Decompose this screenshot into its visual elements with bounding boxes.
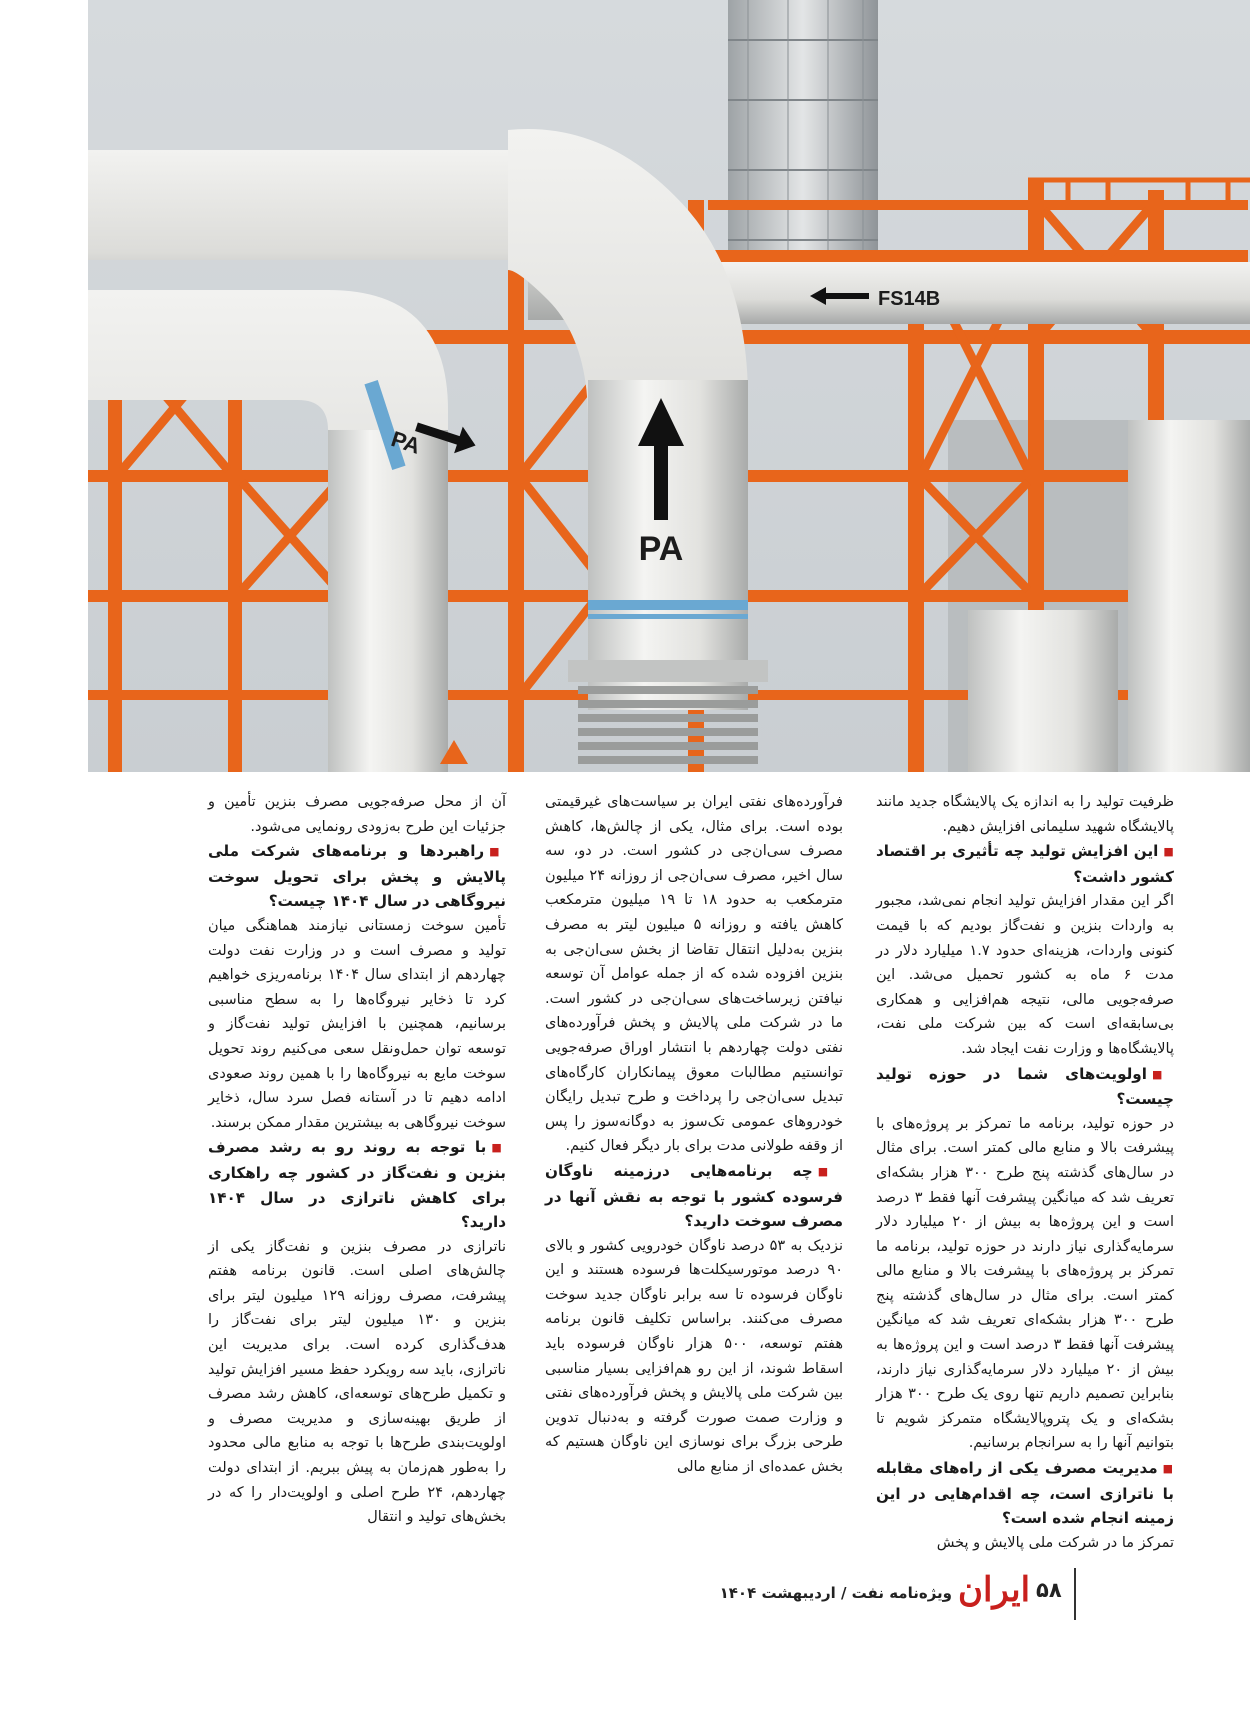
question-text: با توجه به روند رو به رشد مصرف بنزین و نفت‌گاز در کشور چه راهکاری برای کاهش ناترازی در سال ۱۴۰۴ دارید؟ <box>208 1138 506 1232</box>
interview-question <box>208 1135 506 1234</box>
question-marker-icon: ■ <box>489 845 506 859</box>
interview-question <box>208 839 506 914</box>
article-column-3 <box>208 790 506 1530</box>
body-paragraph: نزدیک به ۵۳ درصد ناوگان خودرویی کشور و بالای ۹۰ درصد موتورسیکلت‌ها فرسوده هستند و این ناوگان فرسوده تا سه برابر ناوگان جدید سوخت مصرف می‌کنند. براساس تکلیف قانون برنامه هفتم توسعه، ۵۰۰ هزار ناوگان فرسوده باید اسقاط شوند، از این رو هم‌افزایی بسیار مناسبی بین شرکت ملی پالایش و پخش فرآورده‌های نفتی و وزارت صمت صورت گرفته و به‌دنبال تدوین طرحی بزرگ برای نوسازی این ناوگان هستیم که بخش عمده‌ای از منابع مالی <box>545 1237 843 1476</box>
question-text: راهبردها و برنامه‌های شرکت ملی پالایش و پخش برای تحویل سوخت نیروگاهی در سال ۱۴۰۴ چیست؟ <box>208 842 506 911</box>
interview-question <box>545 1159 843 1234</box>
refinery-photo <box>88 0 1250 772</box>
question-text: چه برنامه‌هایی درزمینه ناوگان فرسوده کشور با توجه به نقش آنها در مصرف سوخت دارید؟ <box>545 1161 843 1231</box>
interview-question <box>876 839 1174 889</box>
question-marker-icon: ■ <box>817 1164 843 1178</box>
body-paragraph: تأمین سوخت زمستانی نیازمند هماهنگی میان تولید و مصرف است و در وزارت نفت دولت چهاردهم از ابتدای سال ۱۴۰۴ برنامه‌ریزی خواهیم کرد تا ذخایر نیروگاه‌ها را به سطح مناسبی برسانیم، همچنین با افزایش تولید نفت‌گاز و توسعه توان حمل‌ونقل سعی می‌کنیم روند تحویل سوخت مایع به نیروگاه‌ها را با همین روند صعودی ادامه دهیم تا در آستانه فصل سرد سال، ذخایر سوخت نیروگاهی به بیشترین مقدار ممکن برسند. <box>208 917 506 1131</box>
question-marker-icon: ■ <box>1163 845 1175 859</box>
body-paragraph: ظرفیت تولید را به اندازه یک پالایشگاه جدید مانند پالایشگاه شهید سلیمانی افزایش دهیم. <box>876 794 1174 835</box>
question-marker-icon: ■ <box>1151 1067 1174 1081</box>
footer-divider <box>1074 1568 1076 1620</box>
issue-label: ویژه‌نامه نفت / اردیبهشت ۱۴۰۴ <box>719 1584 952 1602</box>
refinery-illustration <box>88 0 1250 772</box>
question-text: مدیریت مصرف یکی از راه‌های مقابله با ناترازی است، چه اقدام‌هایی در این زمینه انجام شده است؟ <box>876 1459 1174 1528</box>
question-marker-icon: ■ <box>1162 1462 1174 1476</box>
magazine-logo: ایران <box>958 1570 1031 1610</box>
body-paragraph: ناترازی در مصرف بنزین و نفت‌گاز یکی از چالش‌های اصلی است. قانون برنامه هفتم پیشرفت، مصرف روزانه ۱۲۹ میلیون لیتر برای بنزین و ۱۳۰ میلیون لیتر برای نفت‌گاز را هدف‌گذاری کرده است. برای مدیریت این ناترازی، باید سه رویکرد حفظ مسیر افزایش تولید و تکمیل طرح‌های توسعه‌ای، کاهش رشد مصرف از طریق بهینه‌سازی و مدیریت مصرف و اولویت‌بندی طرح‌ها با توجه به منابع مالی محدود را به‌طور هم‌زمان به پیش ببریم. از ابتدای دولت چهاردهم، ۲۴ طرح اصلی و اولویت‌دار را که در بخش‌های تولید و انتقال <box>208 1238 506 1526</box>
question-text: اولویت‌های شما در حوزه تولید چیست؟ <box>876 1064 1174 1109</box>
interview-question <box>876 1062 1174 1112</box>
body-paragraph: اگر این مقدار افزایش تولید انجام نمی‌شد، مجبور به واردات بنزین و نفت‌گاز بودیم که با قیمت کنونی واردات، هزینه‌ای حدود ۱.۷ میلیارد دلار در مدت ۶ ماه به کشور تحمیل می‌شد. این صرفه‌جویی مالی، نتیجه هم‌افزایی و همکاری بی‌سابقه‌ای است که بین شرکت ملی نفت، پالایشگاه‌ها و وزارت نفت ایجاد شد. <box>876 893 1174 1057</box>
body-paragraph: آن از محل صرفه‌جویی مصرف بنزین تأمین و جزئیات این طرح به‌زودی رونمایی می‌شود. <box>208 794 506 835</box>
pipe-label-right: FS14B <box>878 288 941 310</box>
page-number: ۵۸ <box>1036 1578 1062 1602</box>
article-column-1 <box>876 790 1174 1555</box>
body-paragraph: در حوزه تولید، برنامه ما تمرکز بر پروژه‌های با پیشرفت بالا و منابع مالی کمتر است. برای مثال در سال‌های گذشته پنج طرح ۳۰۰ هزار بشکه‌ای تعریف شد که میانگین پیشرفت آنها فقط ۳ درصد است و این پروژه‌ها به بیش از ۲۰ میلیارد دلار سرمایه‌گذاری نیاز دارند در حوزه تولید، برنامه ما تمرکز بر پروژه‌های با پیشرفت بالا و منابع مالی کمتر است. برای مثال در سال‌های گذشته پنج طرح ۳۰۰ هزار بشکه‌ای تعریف شد که میانگین پیشرفت آنها فقط ۳ درصد است و این پروژه‌ها به بیش از ۲۰ میلیارد دلار سرمایه‌گذاری نیاز دارند، بنابراین تصمیم داریم تنها روی یک طرح ۳۰۰ هزار بشکه‌ای و یک پتروپالایشگاه متمرکز شویم تا بتوانیم آنها را به سرانجام برسانیم. <box>876 1115 1175 1452</box>
pipe-label-left: PA <box>388 426 424 459</box>
pipe-label-center: PA <box>638 530 684 568</box>
question-marker-icon: ■ <box>491 1141 506 1155</box>
question-text: این افزایش تولید چه تأثیری بر اقتصاد کشور داشت؟ <box>876 842 1174 886</box>
article-column-2 <box>545 790 843 1480</box>
interview-question <box>876 1456 1174 1531</box>
body-paragraph: تمرکز ما در شرکت ملی پالایش و پخش <box>936 1534 1174 1551</box>
body-paragraph: فرآورده‌های نفتی ایران بر سیاست‌های غیرقیمتی بوده است. برای مثال، یکی از چالش‌ها، کاهش مصرف سی‌ان‌جی در کشور است. در دو، سه سال اخیر، مصرف سی‌ان‌جی از روزانه ۲۴ میلیون مترمکعب به حدود ۱۸ تا ۱۹ میلیون مترمکعب کاهش یافته و روزانه ۵ میلیون لیتر به مصرف بنزین به‌دلیل انتقال تقاضا از بخش سی‌ان‌جی به بنزین افزوده شده که از جمله عوامل آن توسعه نیافتن زیرساخت‌های سی‌ان‌جی در کشور است. ما در شرکت ملی پالایش و پخش فرآورده‌های نفتی دولت چهاردهم با انتشار اوراق صرفه‌جویی توانستیم مطالبات معوق پیمانکاران کارگاه‌های تبدیل سی‌ان‌جی را پرداخت و طرح تبدیل رایگان خودروهای عمومی تک‌سوز به دوگانه‌سوز را پس از وقفه طولانی مدت برای بار دیگر فعال کنیم. <box>545 794 843 1155</box>
